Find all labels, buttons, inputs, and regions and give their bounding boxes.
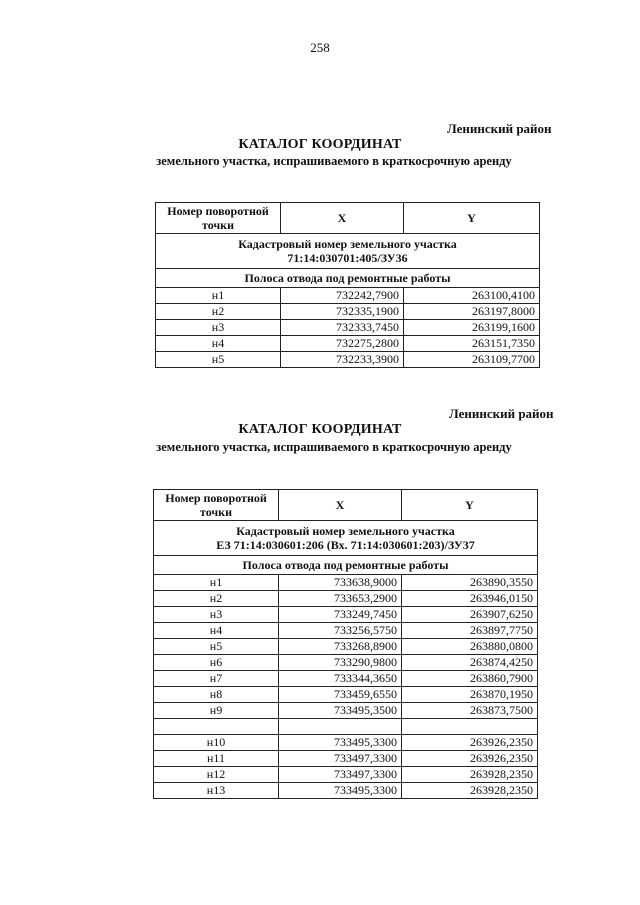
point-cell: н2 <box>156 304 281 320</box>
table-row <box>154 623 538 639</box>
header-point: Номер поворотной точки <box>156 203 281 234</box>
catalog-subtitle: земельного участка, испрашиваемого в краткосрочную аренду <box>156 440 512 454</box>
section-row <box>154 556 538 575</box>
point-cell: н8 <box>154 687 279 703</box>
table-body <box>154 575 538 799</box>
y-cell: 263151,7350 <box>404 336 540 352</box>
y-cell: 263109,7700 <box>404 352 540 368</box>
section-label: Полоса отвода под ремонтные работы <box>154 556 538 575</box>
y-cell: 263926,2350 <box>402 751 538 767</box>
point-cell: н9 <box>154 703 279 719</box>
y-cell: 263907,6250 <box>402 607 538 623</box>
header-point: Номер поворотной точки <box>154 490 279 521</box>
table-row <box>156 288 540 304</box>
header-y: Y <box>404 203 540 234</box>
table-header-row <box>156 203 540 234</box>
table-row <box>154 735 538 751</box>
y-cell: 263928,2350 <box>402 783 538 799</box>
section-label: Полоса отвода под ремонтные работы <box>156 269 540 288</box>
table-row <box>154 655 538 671</box>
table-row <box>154 719 538 735</box>
y-cell: 263926,2350 <box>402 735 538 751</box>
y-cell: 263870,1950 <box>402 687 538 703</box>
x-cell: 733344,3650 <box>279 671 402 687</box>
x-cell: 733497,3300 <box>279 751 402 767</box>
x-cell: 733249,7450 <box>279 607 402 623</box>
point-cell: н10 <box>154 735 279 751</box>
x-cell: 733290,9800 <box>279 655 402 671</box>
point-cell: н13 <box>154 783 279 799</box>
y-cell: 263880,0800 <box>402 639 538 655</box>
table-row <box>156 320 540 336</box>
point-cell: н3 <box>154 607 279 623</box>
table-row <box>154 575 538 591</box>
y-cell: 263897,7750 <box>402 623 538 639</box>
catalog-title: КАТАЛОГ КООРДИНАТ <box>238 137 402 152</box>
table-row <box>154 751 538 767</box>
x-cell <box>279 719 402 735</box>
y-cell: 263860,7900 <box>402 671 538 687</box>
x-cell: 733495,3300 <box>279 783 402 799</box>
table-row <box>154 687 538 703</box>
x-cell: 733653,2900 <box>279 591 402 607</box>
cadastral-label: Кадастровый номер земельного участка <box>238 237 457 251</box>
point-cell: н1 <box>154 575 279 591</box>
table-body <box>156 288 540 368</box>
point-cell: н11 <box>154 751 279 767</box>
table-row <box>154 783 538 799</box>
x-cell: 732233,3900 <box>281 352 404 368</box>
y-cell: 263197,8000 <box>404 304 540 320</box>
point-cell: н2 <box>154 591 279 607</box>
table-row <box>156 304 540 320</box>
point-cell: н6 <box>154 655 279 671</box>
point-cell: н5 <box>156 352 281 368</box>
table-row <box>154 591 538 607</box>
table-row <box>154 671 538 687</box>
y-cell: 263873,7500 <box>402 703 538 719</box>
table-row <box>154 639 538 655</box>
district-label: Ленинский район <box>449 406 554 421</box>
x-cell: 732242,7900 <box>281 288 404 304</box>
point-cell: н3 <box>156 320 281 336</box>
header-x: X <box>281 203 404 234</box>
x-cell: 733268,8900 <box>279 639 402 655</box>
x-cell: 732275,2800 <box>281 336 404 352</box>
cadastral-cell <box>154 521 538 556</box>
table-row <box>154 607 538 623</box>
catalog-subtitle: земельного участка, испрашиваемого в краткосрочную аренду <box>156 154 512 168</box>
cadastral-cell <box>156 234 540 269</box>
y-cell: 263199,1600 <box>404 320 540 336</box>
table-row <box>154 703 538 719</box>
cadastral-row <box>154 521 538 556</box>
x-cell: 733497,3300 <box>279 767 402 783</box>
y-cell: 263946,0150 <box>402 591 538 607</box>
y-cell <box>402 719 538 735</box>
x-cell: 733638,9000 <box>279 575 402 591</box>
table-row <box>154 767 538 783</box>
point-cell: н12 <box>154 767 279 783</box>
y-cell: 263874,4250 <box>402 655 538 671</box>
table-row <box>156 352 540 368</box>
district-label: Ленинский район <box>447 121 552 136</box>
x-cell: 733495,3500 <box>279 703 402 719</box>
x-cell: 733459,6550 <box>279 687 402 703</box>
cadastral-row <box>156 234 540 269</box>
x-cell: 733256,5750 <box>279 623 402 639</box>
cadastral-number: 71:14:030701:405/ЗУ36 <box>287 251 408 265</box>
header-y: Y <box>402 490 538 521</box>
point-cell: н7 <box>154 671 279 687</box>
cadastral-number: ЕЗ 71:14:030601:206 (Вх. 71:14:030601:203)/ЗУ37 <box>216 538 475 552</box>
point-cell: н4 <box>154 623 279 639</box>
point-cell: н5 <box>154 639 279 655</box>
cadastral-label: Кадастровый номер земельного участка <box>236 524 455 538</box>
point-cell <box>154 719 279 735</box>
table-header-row <box>154 490 538 521</box>
point-cell: н1 <box>156 288 281 304</box>
x-cell: 732335,1900 <box>281 304 404 320</box>
coordinates-table <box>155 202 540 368</box>
y-cell: 263890,3550 <box>402 575 538 591</box>
page-number: 258 <box>310 40 330 55</box>
y-cell: 263928,2350 <box>402 767 538 783</box>
table-row <box>156 336 540 352</box>
catalog-title: КАТАЛОГ КООРДИНАТ <box>238 422 402 437</box>
point-cell: н4 <box>156 336 281 352</box>
section-row <box>156 269 540 288</box>
x-cell: 733495,3300 <box>279 735 402 751</box>
coordinates-table <box>153 489 538 799</box>
y-cell: 263100,4100 <box>404 288 540 304</box>
x-cell: 732333,7450 <box>281 320 404 336</box>
header-x: X <box>279 490 402 521</box>
